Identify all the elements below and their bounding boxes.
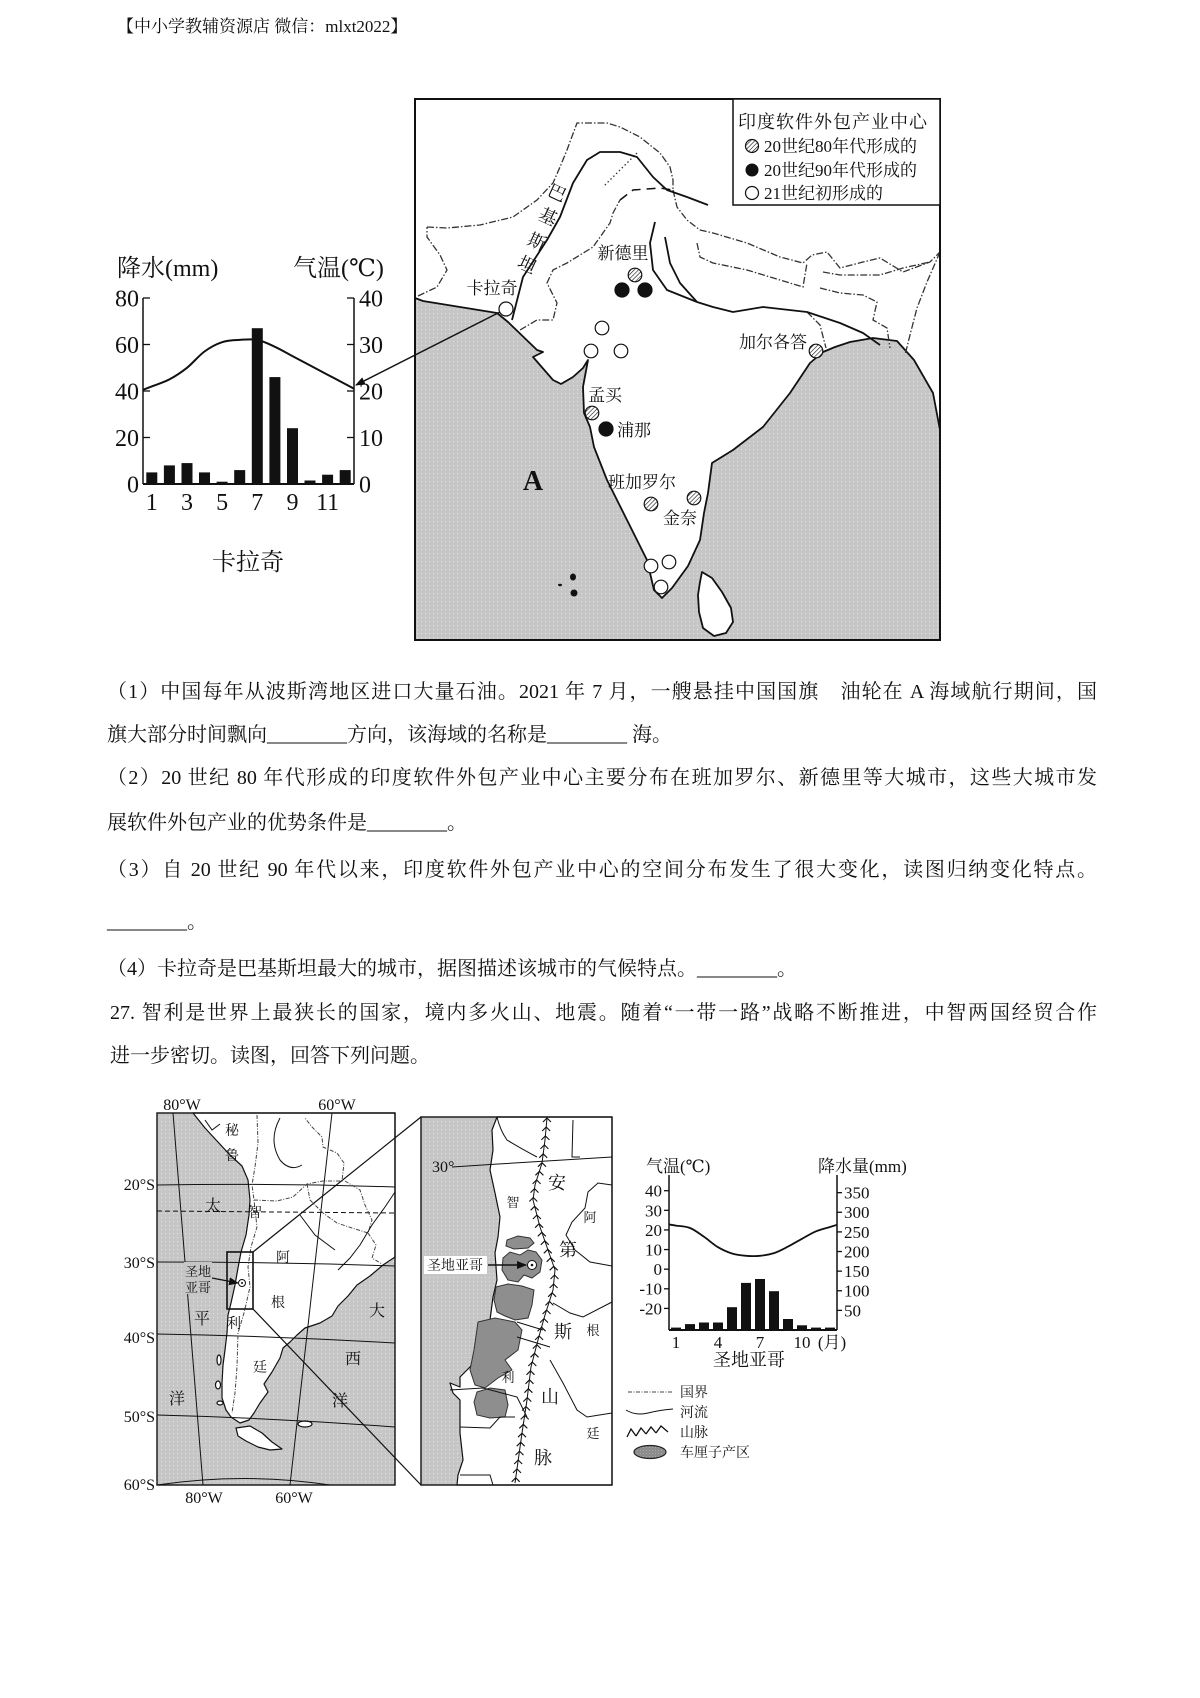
left-axis-tick-label: 20 [115, 425, 139, 452]
lon-label-80w-bottom: 80°W [185, 1490, 223, 1507]
lon-label-80w-top: 80°W [163, 1097, 201, 1114]
precipitation-bar [713, 1323, 723, 1331]
lat-label-20s: 20°S [123, 1177, 155, 1194]
lon-label-60w-top: 60°W [318, 1097, 356, 1114]
question-1-line-1: （1）中国每年从波斯湾地区进口大量石油。2021 年 7 月，一艘悬挂中国国旗 油轮在 A 海域航行期间，国 [107, 681, 1097, 703]
precipitation-bar [322, 475, 333, 484]
left-axis-tick-label: -20 [639, 1299, 662, 1319]
label-mumbai: 孟买 [588, 386, 622, 405]
label-chennai: 金奈 [663, 509, 697, 528]
river-symbol-icon [626, 1409, 673, 1414]
label-argentina: 廷 [253, 1361, 267, 1376]
label-chile: 智 [248, 1206, 262, 1221]
question-4-line-1: （4）卡拉奇是巴基斯坦最大的城市，据图描述该城市的气候特点。________。 [107, 958, 797, 980]
right-axis-tick-label: 0 [359, 472, 371, 499]
left-axis-tick-label: 0 [653, 1260, 662, 1280]
label-pakistan-char: 基 [535, 204, 561, 230]
left-axis-title: 降水(mm) [117, 256, 219, 282]
label-atlantic: 西 [344, 1351, 362, 1368]
precipitation-bar [146, 472, 157, 484]
right-axis-tick-label: 20 [359, 379, 383, 406]
label-andes: 斯 [554, 1322, 572, 1342]
question-27-line-1: 27. 智利是世界上最狭长的国家，境内多火山、地震。随着“一带一路”战略不断推进，中智两国经贸合作 [110, 1002, 1097, 1024]
question-3-line-1: （3）自 20 世纪 90 年代以来，印度软件外包产业中心的空间分布发生了很大变化，读图归纳变化特点。 [107, 859, 1097, 881]
precipitation-bar [164, 465, 175, 484]
legend-title: 印度软件外包产业中心 [738, 112, 928, 132]
right-axis-tick-label: 30 [359, 332, 383, 359]
left-axis-tick-label: 80 [115, 286, 139, 313]
maldives-island [570, 574, 576, 581]
label-andes: 山 [541, 1387, 559, 1407]
india-map [356, 99, 940, 640]
x-axis-tick-label: 1 [145, 490, 158, 516]
x-axis-tick-label: 3 [180, 490, 193, 516]
x-axis-tick-label: 9 [286, 490, 299, 516]
precipitation-bar [727, 1307, 737, 1330]
india-map-legend [733, 99, 940, 205]
label-sea-a: A [522, 466, 544, 497]
right-axis-tick-label: 300 [844, 1203, 870, 1223]
label-chile: 利 [501, 1370, 515, 1385]
left-axis-tick-label: 10 [645, 1240, 662, 1260]
cherry-area-symbol-icon [634, 1446, 666, 1459]
software-center-hatched-circle-icon [687, 491, 701, 505]
temperature-line [143, 339, 354, 390]
precipitation-bar [287, 428, 298, 484]
right-axis-tick-label: 150 [844, 1262, 870, 1282]
label-andes: 第 [559, 1240, 577, 1260]
legend-item-label: 20世纪90年代形成的 [764, 161, 917, 180]
question-3-line-2: ________。 [107, 911, 207, 933]
right-axis-title: 气温(℃) [293, 256, 384, 282]
coastal-island [216, 1381, 221, 1389]
label-pune: 浦那 [617, 421, 651, 440]
precipitation-bar [269, 377, 280, 484]
software-center-open-circle-icon [662, 555, 676, 569]
right-axis-tick-label: 100 [844, 1281, 870, 1301]
chile-map-legend [626, 1385, 750, 1461]
right-axis-tick-label: 350 [844, 1183, 870, 1203]
label-argentina: 根 [271, 1296, 285, 1311]
label-argentina: 根 [586, 1323, 600, 1338]
label-atlantic: 大 [368, 1303, 386, 1320]
label-pacific: 太 [204, 1198, 222, 1215]
filled-circle-icon [746, 164, 759, 177]
santiago-label-line2: 亚哥 [184, 1280, 212, 1295]
lat-label-40s: 40°S [123, 1330, 155, 1347]
label-karachi: 卡拉奇 [466, 279, 518, 298]
cherry-area [474, 1388, 508, 1418]
legend-label-river: 河流 [680, 1406, 708, 1421]
right-axis-tick-label: 50 [844, 1301, 861, 1321]
legend-label-cherry-area: 车厘子产区 [680, 1446, 750, 1461]
x-axis-tick-label: 1 [671, 1333, 681, 1352]
software-center-hatched-circle-icon [628, 268, 642, 282]
software-center-open-circle-icon [584, 344, 598, 358]
maldives-island [571, 590, 578, 597]
mountain-symbol-icon [627, 1426, 668, 1437]
coastal-island [217, 1401, 223, 1405]
label-argentina: 阿 [583, 1210, 597, 1225]
x-axis-tick-label: 7 [251, 490, 264, 516]
label-bangalore: 班加罗尔 [608, 473, 676, 492]
chart-title: 圣地亚哥 [713, 1350, 785, 1370]
label-chile: 利 [227, 1317, 241, 1332]
label-peru: 秘 [225, 1124, 239, 1139]
left-axis-tick-label: 20 [645, 1220, 662, 1240]
software-center-filled-circle-icon [638, 283, 652, 297]
software-center-hatched-circle-icon [809, 344, 823, 358]
legend-item-label: 20世纪80年代形成的 [764, 137, 917, 156]
left-axis-tick-label: 40 [645, 1181, 662, 1201]
label-andes: 脉 [534, 1448, 552, 1468]
lat-label-50s: 50°S [123, 1409, 155, 1426]
precipitation-bar [783, 1319, 793, 1330]
question-2-line-2: 展软件外包产业的优势条件是________。 [107, 812, 467, 834]
inset-santiago-marker-dot [531, 1264, 534, 1267]
falkland-islands [298, 1421, 312, 1427]
right-axis-tick-label: 10 [359, 425, 383, 452]
x-axis-tick-label: 11 [316, 490, 340, 516]
precipitation-bar [199, 472, 210, 484]
software-center-open-circle-icon [654, 580, 668, 594]
legend-item-label: 21世纪初形成的 [764, 184, 883, 203]
precipitation-bar [340, 470, 351, 484]
left-axis-tick-label: -10 [639, 1279, 662, 1299]
precipitation-bar [234, 470, 245, 484]
label-peru: 鲁 [225, 1149, 239, 1164]
label-pakistan-char: 巴 [544, 180, 570, 206]
right-axis-tick-label: 200 [844, 1242, 870, 1262]
software-center-open-circle-icon [644, 559, 658, 573]
inset-santiago-label: 圣地亚哥 [427, 1259, 483, 1274]
left-axis-title: 气温(℃) [646, 1157, 711, 1176]
precipitation-bar [741, 1283, 751, 1330]
precipitation-bar [755, 1279, 765, 1330]
lat-label-60s: 60°S [123, 1477, 155, 1494]
coastal-island [217, 1355, 221, 1365]
karachi-climate-chart [115, 255, 384, 576]
precipitation-bar [699, 1323, 709, 1331]
label-kolkata: 加尔各答 [739, 333, 807, 352]
software-center-filled-circle-icon [599, 422, 613, 436]
label-argentina: 廷 [586, 1426, 600, 1441]
label-argentina: 阿 [276, 1251, 290, 1266]
question-27-line-2: 进一步密切。读图，回答下列问题。 [110, 1045, 430, 1067]
left-axis-tick-label: 60 [115, 332, 139, 359]
x-axis-tick-label: 4 [713, 1333, 723, 1352]
precipitation-bar [252, 328, 263, 484]
legend-label-mountain: 山脉 [680, 1426, 708, 1441]
open-circle-icon [746, 187, 759, 200]
watermark-header: 【中小学教辅资源店 微信：mlxt2022】 [117, 17, 408, 36]
lon-label-60w-bottom: 60°W [275, 1490, 313, 1507]
left-axis-tick-label: 40 [115, 379, 139, 406]
label-chile: 智 [506, 1195, 520, 1210]
x-axis-unit-label: (月) [817, 1333, 847, 1352]
santiago-climate-chart [639, 1157, 906, 1370]
question-2-line-1: （2）20 世纪 80 年代形成的印度软件外包产业中心主要分布在班加罗尔、新德里等大城市，这些大城市发 [107, 767, 1097, 789]
question-1-line-2: 旗大部分时间飘向________方向，该海域的名称是________ 海。 [107, 724, 672, 746]
left-axis-tick-label: 30 [645, 1201, 662, 1221]
label-andes: 安 [548, 1173, 566, 1193]
south-america-map [124, 1097, 421, 1507]
precipitation-bar [769, 1291, 779, 1330]
x-axis-tick-label: 7 [755, 1333, 765, 1352]
right-axis-title: 降水量(mm) [818, 1157, 907, 1176]
legend-label-border: 国界 [680, 1386, 708, 1401]
label-new-delhi: 新德里 [597, 244, 649, 263]
software-center-hatched-circle-icon [585, 406, 599, 420]
precipitation-bar [182, 463, 193, 484]
lat-label-30s: 30°S [123, 1255, 155, 1272]
label-pakistan-char: 斯 [524, 229, 550, 255]
x-axis-tick-label: 5 [216, 490, 229, 516]
label-pacific: 洋 [168, 1391, 186, 1408]
santiago-marker-dot [241, 1282, 243, 1284]
software-center-hatched-circle-icon [644, 497, 658, 511]
chart-title: 卡拉奇 [212, 550, 284, 576]
right-axis-tick-label: 250 [844, 1222, 870, 1242]
inset-lat-label: 30° [432, 1159, 455, 1176]
right-axis-tick-label: 40 [359, 286, 383, 313]
software-center-open-circle-icon [595, 321, 609, 335]
santiago-label-line1: 圣地 [184, 1264, 212, 1279]
temperature-line [669, 1224, 837, 1256]
label-pakistan-char: 坦 [514, 252, 540, 278]
karachi-marker [499, 302, 513, 316]
maldives-island [558, 584, 562, 586]
hatched-circle-icon [746, 140, 759, 153]
software-center-open-circle-icon [614, 344, 628, 358]
left-axis-tick-label: 0 [127, 472, 139, 499]
software-center-filled-circle-icon [615, 283, 629, 297]
label-atlantic: 洋 [331, 1393, 349, 1410]
label-pacific: 平 [193, 1311, 211, 1328]
x-axis-tick-label: 10 [793, 1333, 811, 1352]
central-chile-inset-map [421, 1117, 612, 1485]
